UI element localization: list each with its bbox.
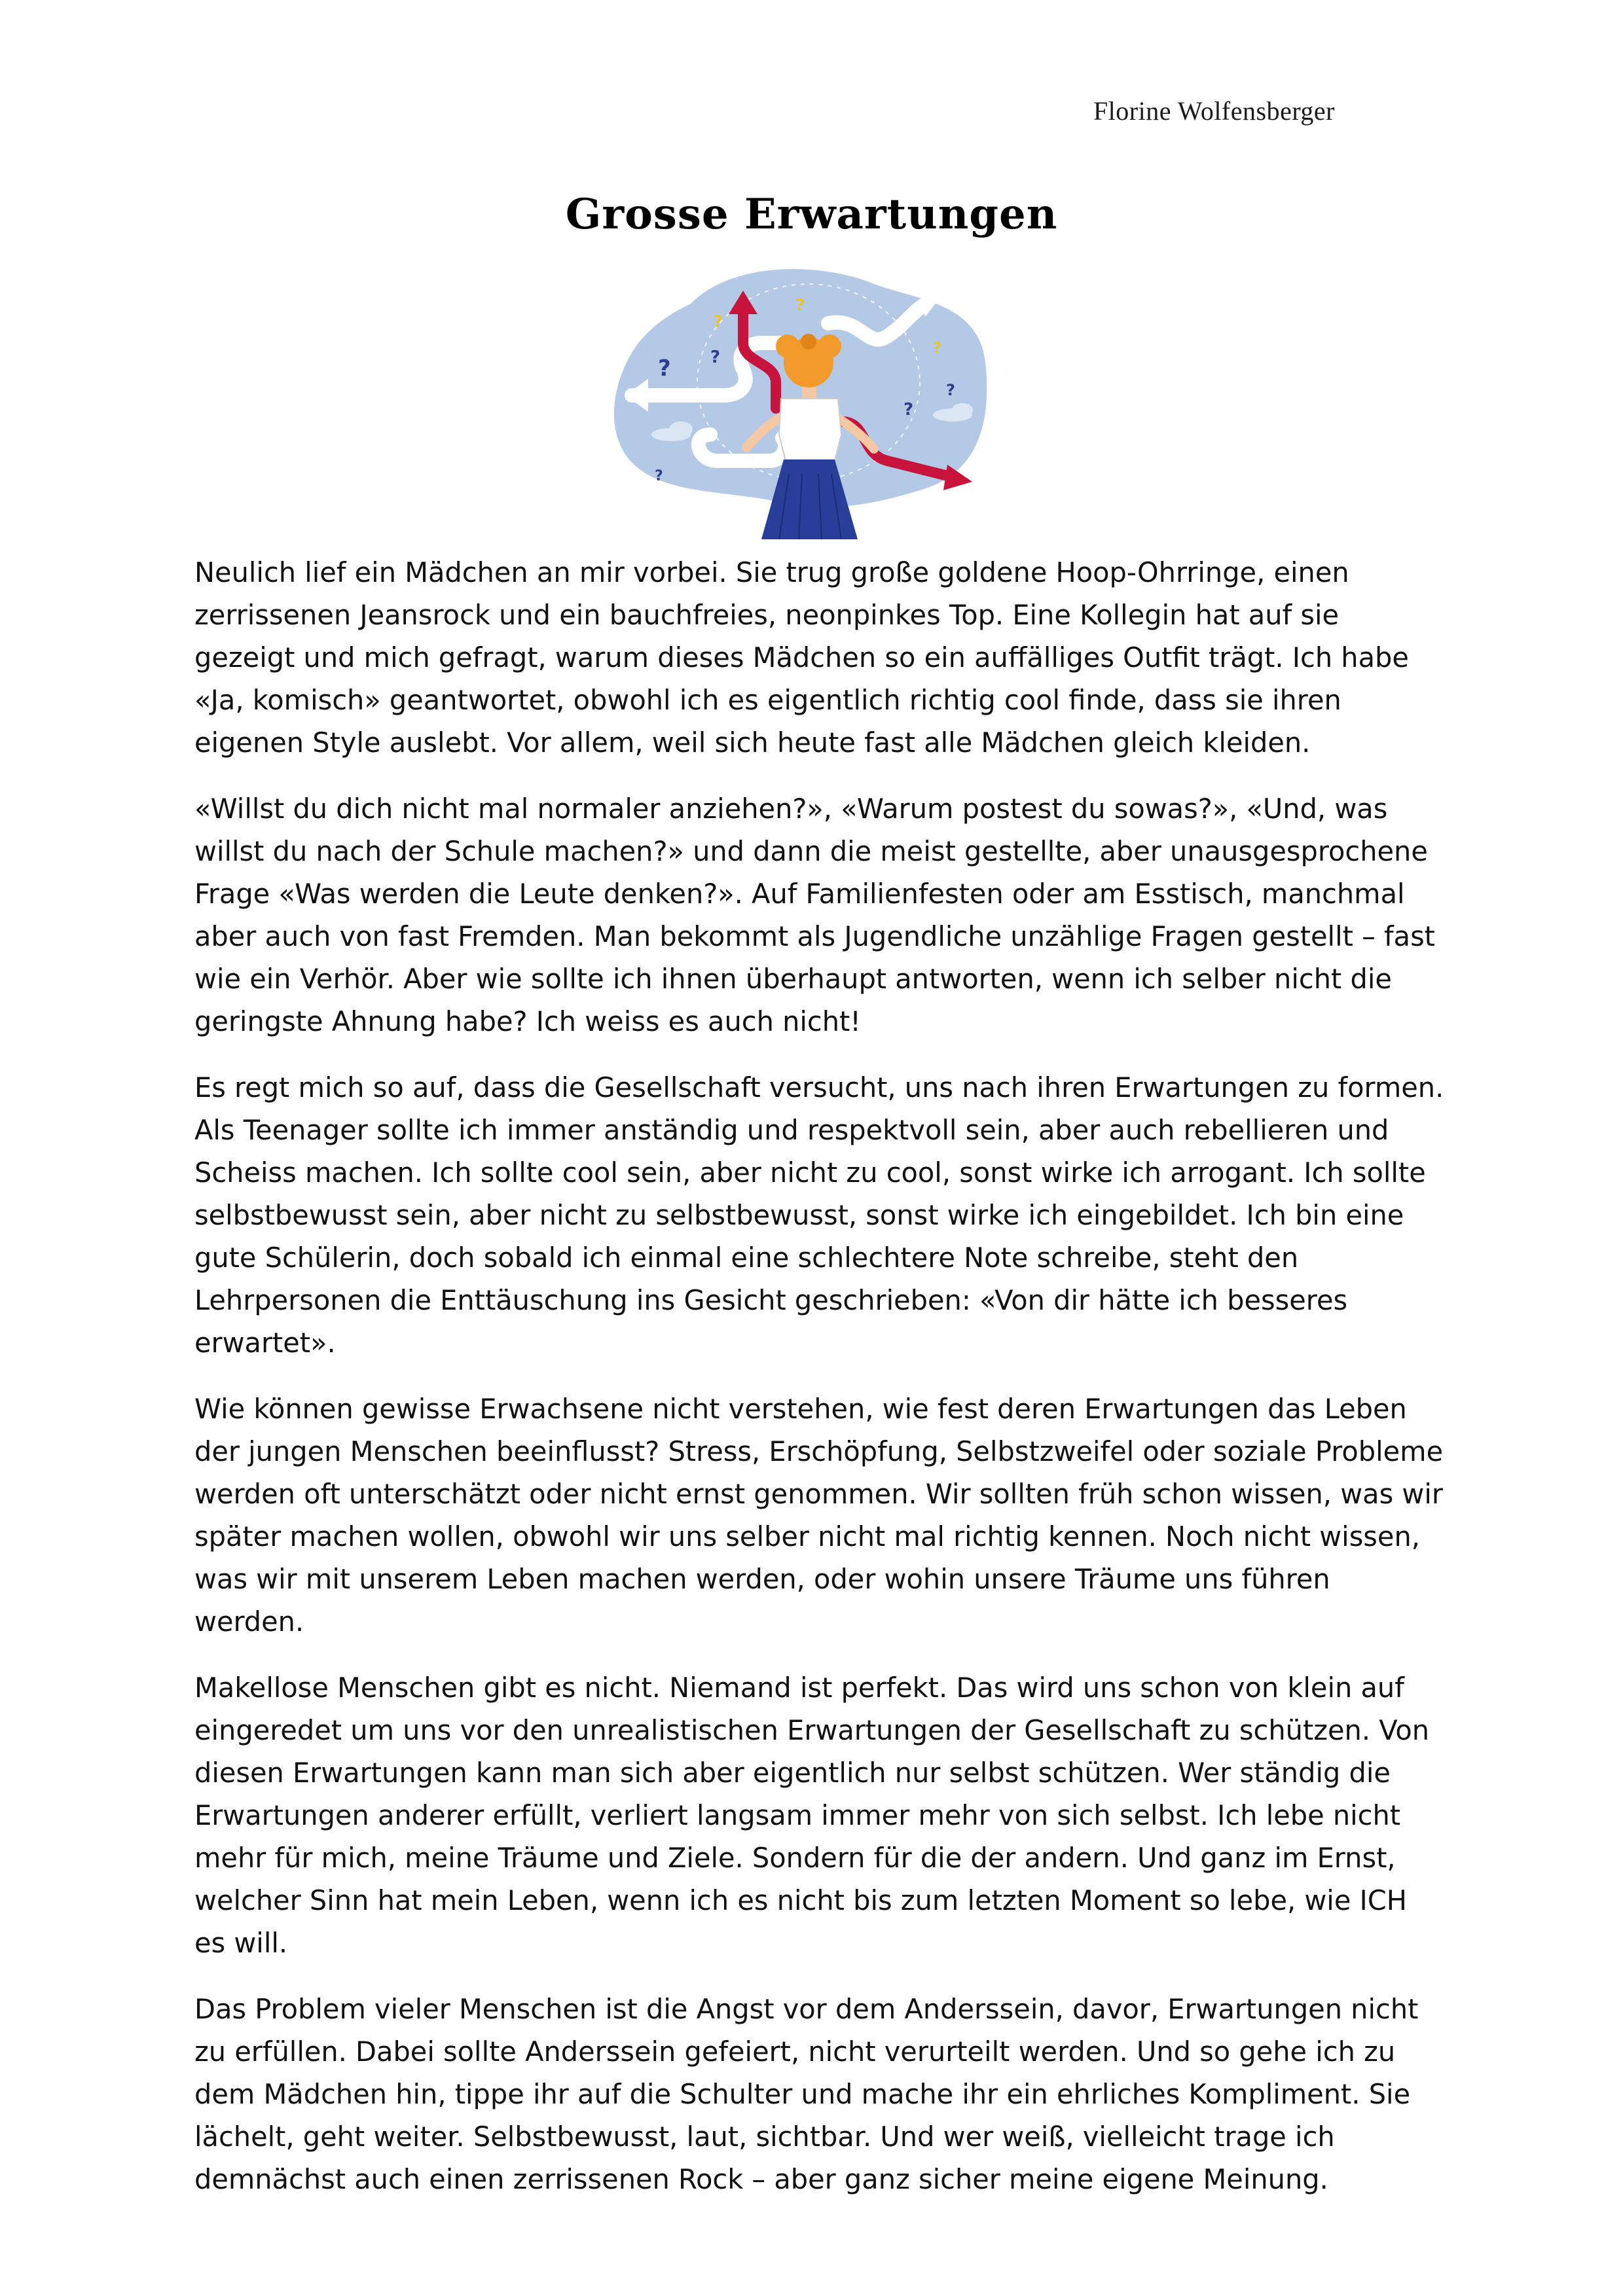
svg-text:?: ? bbox=[933, 340, 941, 357]
svg-text:?: ? bbox=[655, 468, 663, 484]
paragraph-1: Neulich lief ein Mädchen an mir vorbei. Sie trug große goldene Hoop-Ohrringe, einen zerrissenen Jeansrock und ein bauchfreies, neonpinkes Top. Eine Kollegin hat auf sie gezeigt und mich gefragt, warum dieses Mädchen so ein auffälliges Outfit trägt. Ich habe «Ja, komisch» geantwortet, obwohl ich es eigentlich richtig cool finde, dass sie ihren eigenen Style auslebt. Vor allem, weil sich heute fast alle Mädchen gleich kleiden. bbox=[194, 556, 1409, 759]
svg-text:?: ? bbox=[946, 381, 955, 399]
article-body bbox=[194, 551, 1446, 2224]
page-title: Grosse Erwartungen bbox=[565, 190, 1058, 239]
author-name: Florine Wolfensberger bbox=[1093, 96, 1335, 126]
svg-text:?: ? bbox=[658, 355, 671, 382]
paragraph-5: Makellose Menschen gibt es nicht. Niemand ist perfekt. Das wird uns schon von klein auf eingeredet um uns vor den unrealistischen Erwartungen der Gesellschaft zu schützen. Von diesen Erwartungen kann man sich aber eigentlich nur selbst schützen. Wer ständig die Erwartungen anderer erfüllt, verliert langsam immer mehr von sich selbst. Ich lebe nicht mehr für mich, meine Träume und Ziele. Sondern für die der andern. Und ganz im Ernst, welcher Sinn hat mein Leben, wenn ich es nicht bis zum letzten Moment so lebe, wie ICH es will. bbox=[194, 1672, 1430, 1959]
svg-text:?: ? bbox=[903, 400, 914, 420]
svg-text:?: ? bbox=[714, 312, 723, 331]
paragraph-4: Wie können gewisse Erwachsene nicht verstehen, wie fest deren Erwartungen das Leben der jungen Menschen beeinflusst? Stress, Erschöpfung, Selbstzweifel oder soziale Probleme werden oft unterschätzt oder nicht ernst genommen. Wir sollten früh schon wissen, was wir später machen wollen, obwohl wir uns selber nicht mal richtig kennen. Noch nicht wissen, was wir mit unserem Leben machen werden, oder wohin unsere Träume uns führen werden. bbox=[194, 1393, 1444, 1638]
paragraph-3: Es regt mich so auf, dass die Gesellschaft versucht, uns nach ihren Erwartungen zu formen. Als Teenager sollte ich immer anständig und respektvoll sein, aber auch rebellieren und Scheiss machen. Ich sollte cool sein, aber nicht zu cool, sonst wirke ich arrogant. Ich sollte selbstbewusst sein, aber nicht zu selbstbewusst, sonst wirke ich eingebildet. Ich bin eine gute Schülerin, doch sobald ich einmal eine schlechtere Note schreibe, steht den Lehrpersonen die Enttäuschung ins Gesicht geschrieben: «Von dir hätte ich besseres erwartet». bbox=[194, 1071, 1444, 1359]
girl-at-crossroads-illustration bbox=[612, 264, 992, 552]
svg-text:?: ? bbox=[710, 348, 721, 367]
paragraph-6: Das Problem vieler Menschen ist die Angst vor dem Anderssein, davor, Erwartungen nicht zu erfüllen. Dabei sollte Anderssein gefeiert, nicht verurteilt werden. Und so gehe ich zu dem Mädchen hin, tippe ihr auf die Schulter und mache ihr ein ehrliches Kompliment. Sie lächelt, geht weiter. Selbstbewusst, laut, sichtbar. Und wer weiß, vielleicht trage ich demnächst auch einen zerrissenen Rock – aber ganz sicher meine eigene Meinung. bbox=[194, 1993, 1419, 2195]
paragraph-2: «Willst du dich nicht mal normaler anziehen?», «Warum postest du sowas?», «Und, was willst du nach der Schule machen?» und dann die meist gestellte, aber unausgesprochene Frage «Was werden die Leute denken?». Auf Familienfesten oder am Esstisch, manchmal aber auch von fast Fremden. Man bekommt als Jugendliche unzählige Fragen gestellt – fast wie ein Verhör. Aber wie sollte ich ihnen überhaupt antworten, wenn ich selber nicht die geringste Ahnung habe? Ich weiss es auch nicht! bbox=[194, 793, 1435, 1037]
svg-text:?: ? bbox=[795, 296, 805, 314]
